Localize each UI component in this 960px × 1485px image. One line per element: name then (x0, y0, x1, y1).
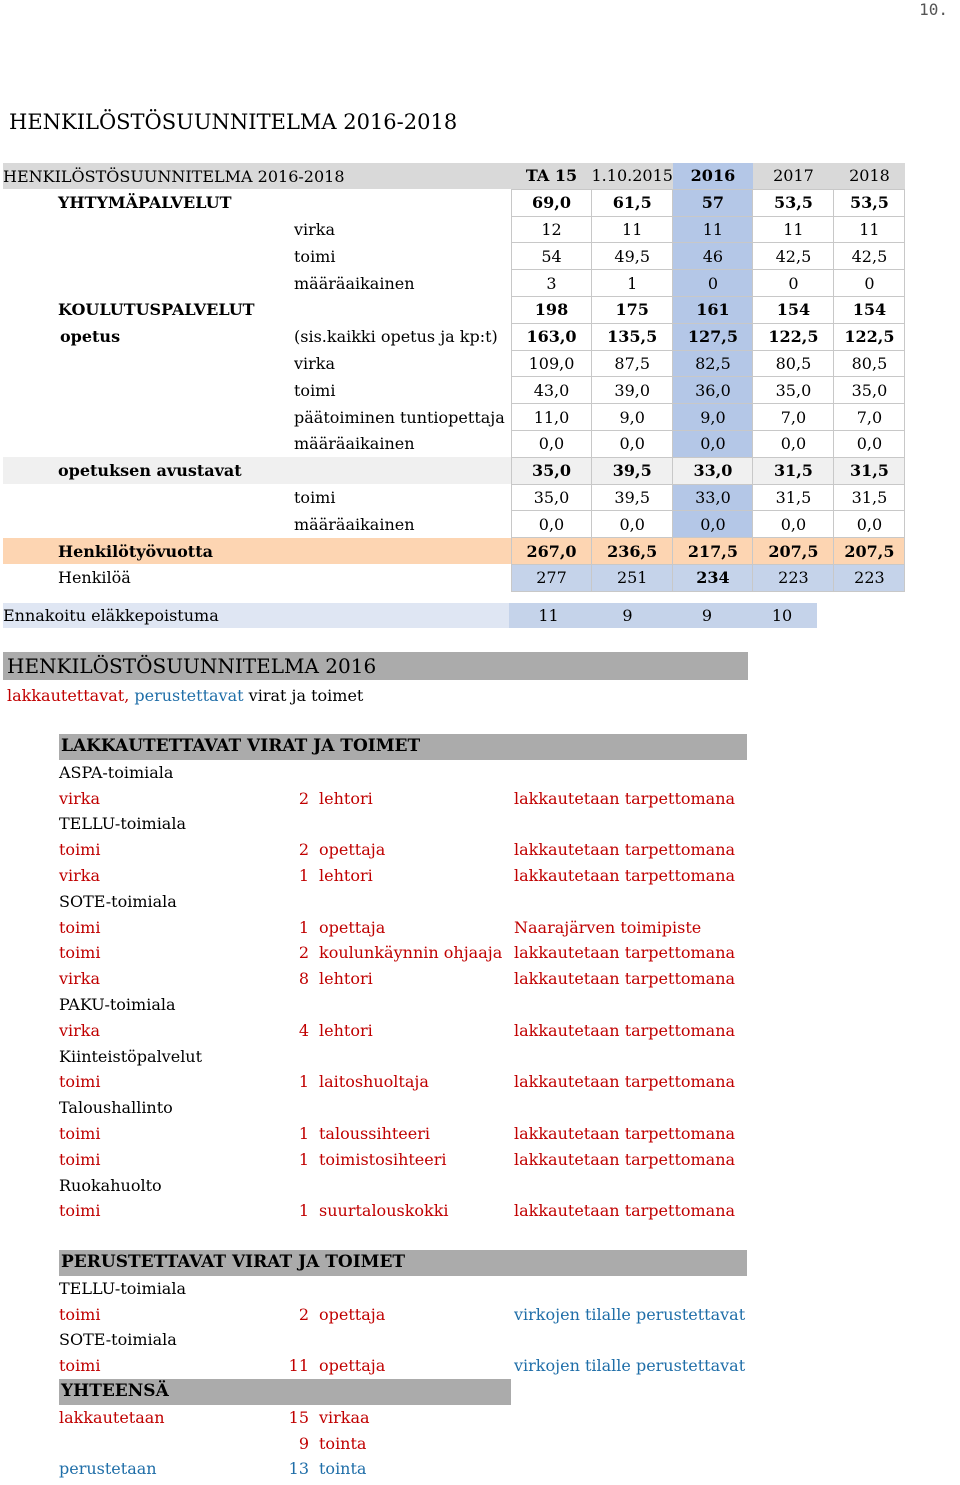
header-col: 2017 (753, 163, 834, 189)
cell-value: 43,0 (512, 377, 592, 404)
cell-value: 0,0 (512, 430, 592, 457)
spacer (3, 323, 60, 350)
row-label (60, 270, 294, 297)
total-list (59, 1379, 511, 1482)
item-count: 1 (298, 865, 309, 885)
cell-value: 31,5 (753, 484, 834, 511)
header-label: HENKILÖSTÖSUUNNITELMA 2016-2018 (3, 163, 512, 189)
cell-value: 35,0 (753, 377, 834, 404)
item-title: toimistosihteeri (319, 1149, 447, 1169)
total-row (59, 1456, 511, 1482)
item-title: opettaja (319, 1304, 386, 1324)
item-type: toimi (59, 1072, 101, 1092)
total-count: 15 (288, 1407, 309, 1427)
cell-value: 9,0 (673, 404, 753, 431)
row-sublabel: toimi (294, 380, 336, 400)
cell-value: 122,5 (834, 323, 905, 350)
item-type: toimi (59, 1356, 101, 1376)
cell-value: 3 (512, 270, 592, 297)
item-count: 1 (298, 1072, 309, 1092)
cell-value: 161 (673, 296, 753, 323)
item-note: lakkautetaan tarpettomana (514, 865, 736, 885)
table-row (3, 457, 905, 484)
spacer (3, 216, 60, 243)
cell-value: 31,5 (753, 457, 834, 484)
cell-value: 49,5 (592, 243, 673, 270)
row-label (60, 511, 294, 538)
group-name: SOTE-toimiala (59, 1330, 177, 1350)
header-col: 1.10.2015 (592, 163, 673, 189)
row-label (60, 377, 294, 404)
total-count: 13 (288, 1459, 309, 1479)
plan-2016-title: HENKILÖSTÖSUUNNITELMA 2016 (3, 652, 748, 680)
list-item (59, 1018, 747, 1044)
item-count: 2 (298, 788, 309, 808)
plan-2016-subtitle (7, 686, 363, 705)
group-name: Ruokahuolto (59, 1175, 162, 1195)
cell-value: 9,0 (592, 404, 673, 431)
row-label: Henkilötyövuotta (3, 538, 512, 565)
item-type: virka (59, 969, 101, 989)
cell-value: 198 (512, 296, 592, 323)
cell-value: 39,5 (592, 457, 673, 484)
cell-value: 251 (592, 564, 673, 591)
cell-value: 33,0 (673, 484, 753, 511)
row-label (60, 484, 294, 511)
table-row (3, 430, 905, 457)
cell-value: 0,0 (592, 511, 673, 538)
cell-value: 31,5 (834, 484, 905, 511)
group-name: Kiinteistöpalvelut (59, 1046, 203, 1066)
item-note: lakkautetaan tarpettomana (514, 788, 736, 808)
list-item (59, 940, 747, 966)
cell-value: 109,0 (512, 350, 592, 377)
cell-value: 0 (753, 270, 834, 297)
table-row (3, 377, 905, 404)
spacer (3, 243, 60, 270)
cell-value: 11,0 (512, 404, 592, 431)
cell-value: 39,5 (592, 484, 673, 511)
cell-value: 0 (673, 270, 753, 297)
pension-table (3, 603, 817, 628)
cell-value: 135,5 (592, 323, 673, 350)
item-title: laitoshuoltaja (319, 1072, 429, 1092)
item-type: toimi (59, 943, 101, 963)
list-item (59, 837, 747, 863)
cell-value: 175 (592, 296, 673, 323)
list-item (59, 966, 747, 992)
cell-value: 223 (753, 564, 834, 591)
item-title: opettaja (319, 1356, 386, 1376)
item-note: lakkautetaan tarpettomana (514, 1149, 736, 1169)
abolish-list (59, 734, 747, 1224)
row-sublabel: määräaikainen (294, 514, 415, 534)
list-item (59, 1353, 747, 1379)
pension-value: 9 (588, 603, 667, 628)
table-row (3, 511, 905, 538)
cell-value: 154 (753, 296, 834, 323)
row-sublabel: päätoiminen tuntiopettaja (294, 407, 505, 427)
cell-value: 87,5 (592, 350, 673, 377)
item-type: toimi (59, 1201, 101, 1221)
subtitle-red: lakkautettavat, (7, 686, 130, 705)
table-row (3, 564, 905, 591)
cell-value: 7,0 (834, 404, 905, 431)
item-note: lakkautetaan tarpettomana (514, 1072, 736, 1092)
pension-value: 10 (747, 603, 817, 628)
item-type: toimi (59, 1123, 101, 1143)
item-title: taloussihteeri (319, 1123, 430, 1143)
spacer (3, 377, 60, 404)
item-title: opettaja (319, 917, 386, 937)
row-label: YHTYMÄPALVELUT (58, 193, 232, 213)
item-count: 2 (298, 943, 309, 963)
item-note: lakkautetaan tarpettomana (514, 969, 736, 989)
row-sublabel: määräaikainen (294, 434, 415, 454)
header-col: TA 15 (512, 163, 592, 189)
list-item (59, 1069, 747, 1095)
cell-value: 12 (512, 216, 592, 243)
item-count: 11 (288, 1356, 309, 1376)
total-title: YHTEENSÄ (59, 1379, 511, 1405)
list-item (59, 1147, 747, 1173)
table-row (3, 189, 905, 216)
cell-value: 46 (673, 243, 753, 270)
section-title: LAKKAUTETTAVAT VIRAT JA TOIMET (59, 734, 747, 760)
row-sublabel: toimi (294, 246, 336, 266)
page-number: 10. (919, 0, 948, 19)
row-label: Henkilöä (58, 568, 131, 588)
table-row (3, 323, 905, 350)
cell-value: 31,5 (834, 457, 905, 484)
item-title: suurtalouskokki (319, 1201, 449, 1221)
group-name: PAKU-toimiala (59, 994, 176, 1014)
cell-value: 207,5 (834, 538, 905, 565)
header-col: 2018 (834, 163, 905, 189)
page-title: HENKILÖSTÖSUUNNITELMA 2016-2018 (9, 110, 458, 134)
cell-value: 277 (512, 564, 592, 591)
cell-value: 0,0 (512, 511, 592, 538)
cell-value: 122,5 (753, 323, 834, 350)
cell-value: 217,5 (673, 538, 753, 565)
item-title: lehtori (319, 865, 373, 885)
total-unit: tointa (319, 1459, 367, 1479)
subtitle-rest: virat ja toimet (248, 686, 364, 705)
item-note: virkojen tilalle perustettavat (514, 1356, 746, 1376)
establish-list (59, 1250, 747, 1379)
pension-value: 9 (667, 603, 747, 628)
row-label: KOULUTUSPALVELUT (58, 300, 255, 320)
cell-value: 7,0 (753, 404, 834, 431)
item-count: 2 (298, 1304, 309, 1324)
table-row (3, 350, 905, 377)
subtitle-blue: perustettavat (134, 686, 244, 705)
row-label (60, 350, 294, 377)
cell-value: 33,0 (673, 457, 753, 484)
cell-value: 39,0 (592, 377, 673, 404)
list-item (59, 786, 747, 812)
cell-value: 234 (673, 564, 753, 591)
cell-value: 35,0 (512, 484, 592, 511)
cell-value: 35,0 (834, 377, 905, 404)
cell-value: 163,0 (512, 323, 592, 350)
total-label: perustetaan (59, 1459, 157, 1479)
row-sublabel: virka (294, 219, 336, 239)
cell-value: 35,0 (512, 457, 592, 484)
spacer (3, 350, 60, 377)
cell-value: 80,5 (834, 350, 905, 377)
item-note: lakkautetaan tarpettomana (514, 1123, 736, 1143)
total-unit: virkaa (319, 1407, 370, 1427)
row-label (60, 404, 294, 431)
table-row (3, 404, 905, 431)
item-title: lehtori (319, 788, 373, 808)
row-label: opetus (60, 327, 121, 347)
cell-value: 0,0 (834, 430, 905, 457)
cell-value: 42,5 (753, 243, 834, 270)
group-name: SOTE-toimiala (59, 891, 177, 911)
cell-value: 223 (834, 564, 905, 591)
item-type: virka (59, 788, 101, 808)
item-title: lehtori (319, 1020, 373, 1040)
item-type: toimi (59, 917, 101, 937)
group-name: TELLU-toimiala (59, 814, 186, 834)
cell-value: 154 (834, 296, 905, 323)
group-name: TELLU-toimiala (59, 1278, 186, 1298)
cell-value: 80,5 (753, 350, 834, 377)
item-type: virka (59, 865, 101, 885)
item-count: 1 (298, 1149, 309, 1169)
cell-value: 127,5 (673, 323, 753, 350)
pension-label: Ennakoitu eläkkepoistuma (3, 603, 509, 628)
item-type: toimi (59, 1304, 101, 1324)
group-name: ASPA-toimiala (59, 762, 174, 782)
group-name: Taloushallinto (59, 1098, 173, 1118)
total-row (59, 1431, 511, 1457)
item-title: lehtori (319, 969, 373, 989)
cell-value: 11 (673, 216, 753, 243)
spacer (3, 484, 60, 511)
spacer (3, 270, 60, 297)
item-count: 1 (298, 917, 309, 937)
item-note: lakkautetaan tarpettomana (514, 1020, 736, 1040)
section-title: PERUSTETTAVAT VIRAT JA TOIMET (59, 1250, 747, 1276)
cell-value: 11 (592, 216, 673, 243)
item-type: toimi (59, 840, 101, 860)
item-note: lakkautetaan tarpettomana (514, 943, 736, 963)
cell-value: 207,5 (753, 538, 834, 565)
table-row (3, 216, 905, 243)
row-sublabel: (sis.kaikki opetus ja kp:t) (294, 327, 498, 347)
row-label (60, 216, 294, 243)
row-sublabel: määräaikainen (294, 273, 415, 293)
total-label: lakkautetaan (59, 1407, 165, 1427)
cell-value: 0,0 (673, 511, 753, 538)
cell-value: 54 (512, 243, 592, 270)
item-count: 1 (298, 1123, 309, 1143)
item-type: toimi (59, 1149, 101, 1169)
cell-value: 69,0 (512, 189, 592, 216)
cell-value: 0,0 (753, 511, 834, 538)
staff-table (3, 163, 905, 592)
table-row (3, 296, 905, 323)
cell-value: 0,0 (753, 430, 834, 457)
item-count: 8 (298, 969, 309, 989)
item-note: virkojen tilalle perustettavat (514, 1304, 746, 1324)
row-sublabel: toimi (294, 487, 336, 507)
cell-value: 57 (673, 189, 753, 216)
cell-value: 0 (834, 270, 905, 297)
cell-value: 267,0 (512, 538, 592, 565)
table-row (3, 243, 905, 270)
item-note: lakkautetaan tarpettomana (514, 840, 736, 860)
item-note: lakkautetaan tarpettomana (514, 1201, 736, 1221)
item-title: koulunkäynnin ohjaaja (319, 943, 503, 963)
row-label: opetuksen avustavat (3, 457, 512, 484)
item-count: 1 (298, 1201, 309, 1221)
cell-value: 53,5 (753, 189, 834, 216)
cell-value: 1 (592, 270, 673, 297)
item-count: 2 (298, 840, 309, 860)
table-row (3, 484, 905, 511)
cell-value: 0,0 (673, 430, 753, 457)
item-note: Naarajärven toimipiste (514, 917, 702, 937)
table-row (3, 270, 905, 297)
spacer (3, 511, 60, 538)
item-count: 4 (298, 1020, 309, 1040)
row-sublabel: virka (294, 353, 336, 373)
list-item (59, 1121, 747, 1147)
list-item (59, 1302, 747, 1328)
total-row (59, 1405, 511, 1431)
cell-value: 11 (753, 216, 834, 243)
cell-value: 0,0 (592, 430, 673, 457)
spacer (3, 430, 60, 457)
cell-value: 236,5 (592, 538, 673, 565)
spacer (3, 404, 60, 431)
pension-value: 11 (509, 603, 588, 628)
cell-value: 61,5 (592, 189, 673, 216)
row-label (60, 243, 294, 270)
table-row (3, 538, 905, 565)
list-item (59, 915, 747, 941)
header-col: 2016 (673, 163, 753, 189)
total-count: 9 (298, 1433, 309, 1453)
row-label (60, 430, 294, 457)
cell-value: 82,5 (673, 350, 753, 377)
cell-value: 53,5 (834, 189, 905, 216)
list-item (59, 1198, 747, 1224)
cell-value: 36,0 (673, 377, 753, 404)
total-unit: tointa (319, 1433, 367, 1453)
item-type: virka (59, 1020, 101, 1040)
item-title: opettaja (319, 840, 386, 860)
cell-value: 42,5 (834, 243, 905, 270)
cell-value: 11 (834, 216, 905, 243)
list-item (59, 863, 747, 889)
cell-value: 0,0 (834, 511, 905, 538)
